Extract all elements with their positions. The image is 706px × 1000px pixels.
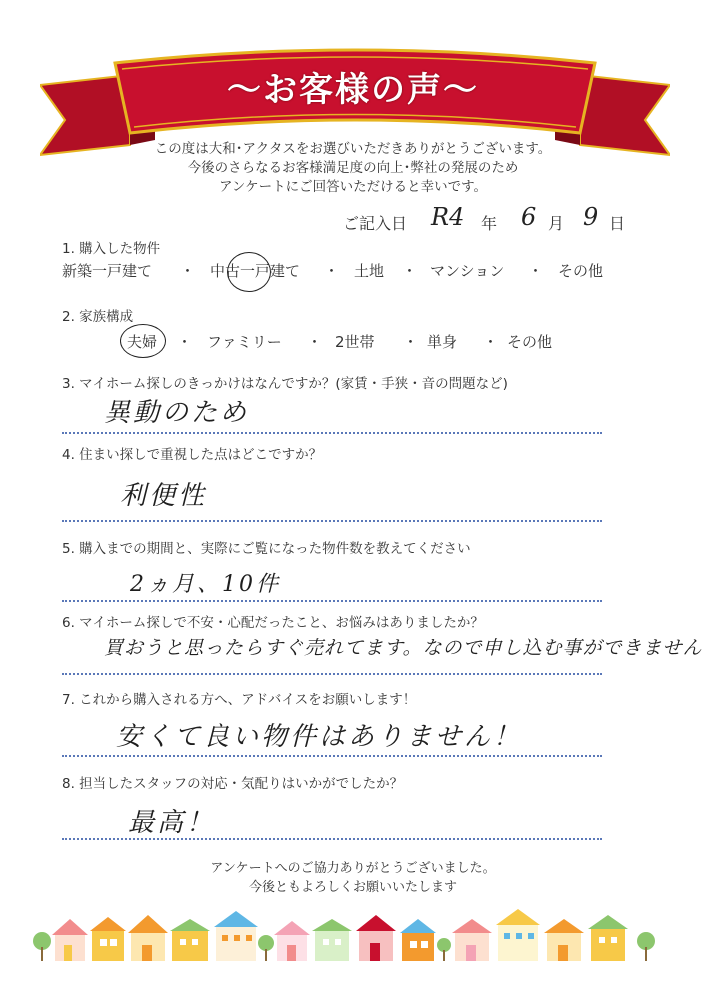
q1-option-used-house: 中古一戸建て (210, 262, 301, 280)
closing-line-1: アンケートへのご協力ありがとうございました。 (210, 861, 496, 876)
building-icon (496, 909, 540, 961)
q1-options (62, 260, 642, 288)
q2-option-other: その他 (507, 333, 553, 351)
q6-title: 6. マイホーム探しで不安・心配だったこと、お悩みはありましたか？ (62, 615, 484, 631)
q7-answer-line (62, 755, 602, 757)
building-icon (214, 911, 258, 961)
date-month-unit: 月 (548, 214, 565, 233)
house-icon (128, 915, 168, 961)
q4-title: 4. 住まい探しで重視した点はどこですか？ (62, 447, 323, 463)
tree-icon (258, 935, 274, 961)
q3-answer-line (62, 432, 602, 434)
house-icon (588, 915, 628, 961)
q1-option-other: その他 (558, 262, 604, 280)
q2-separator: ・ (403, 333, 419, 351)
tree-icon (437, 938, 451, 961)
q2-title: 2. 家族構成 (62, 309, 134, 325)
house-icon (90, 917, 126, 961)
q1-option-mansion: マンション (430, 262, 505, 280)
q2-separator: ・ (307, 333, 323, 351)
q4-answer: 利便性 (120, 481, 208, 511)
q1-title: 1. 購入した物件 (62, 241, 161, 257)
q1-separator: ・ (402, 262, 418, 280)
q1-separator: ・ (180, 262, 196, 280)
house-icon (170, 919, 210, 961)
house-icon (274, 921, 310, 961)
q1-separator: ・ (324, 262, 340, 280)
house-icon (356, 915, 396, 961)
house-icon (52, 919, 88, 961)
q5-answer-line (62, 600, 602, 602)
banner-title: ～お客様の声～ (227, 70, 479, 110)
house-icon (312, 919, 352, 961)
q5-answer: 2ヵ月、10件 (130, 572, 281, 597)
q5-title: 5. 購入までの期間と、実際にご覧になった物件数を教えてください (62, 541, 471, 557)
q2-option-couple: 夫婦 (127, 333, 158, 351)
house-icon (400, 919, 436, 961)
q6-answer: 買おうと思ったらすぐ売れてます。なので申し込む事ができません (104, 637, 703, 659)
q1-option-new-house: 新築一戸建て (62, 262, 153, 280)
q7-title: 7. これから購入される方へ、アドバイスをお願いします！ (62, 692, 417, 708)
q8-answer-line (62, 838, 602, 840)
date-day-unit: 日 (609, 214, 626, 233)
closing-line-2: 今後ともよろしくお願いいたします (248, 880, 457, 895)
q2-option-two-generation: 2世帯 (335, 333, 375, 351)
q1-selected-circle (227, 252, 271, 292)
q4-answer-line (62, 520, 602, 522)
house-icon (452, 919, 492, 961)
q2-selected-circle (120, 324, 166, 358)
tree-icon (637, 932, 655, 961)
tree-icon (33, 932, 51, 961)
q8-title: 8. 担当したスタッフの対応・気配りはいかがでしたか？ (62, 776, 404, 792)
q2-separator: ・ (483, 333, 499, 351)
intro-line-3: アンケートにご回答いただけると幸いです。 (218, 179, 488, 195)
q2-option-single: 単身 (427, 333, 458, 351)
q8-answer: 最高！ (128, 808, 216, 838)
date-year-unit: 年 (481, 214, 498, 233)
date-row (343, 205, 663, 237)
q2-options (127, 331, 627, 359)
q2-separator: ・ (177, 333, 193, 351)
q2-option-family: ファミリー (207, 333, 282, 351)
intro-line-2: 今後のさらなるお客様満足度の向上･弊社の発展のため (187, 160, 519, 176)
house-icon (544, 919, 584, 961)
q1-separator: ・ (528, 262, 544, 280)
q7-answer: 安くて良い物件はありません！ (116, 722, 523, 752)
date-month: 6 (521, 203, 537, 231)
town-illustration (30, 905, 670, 965)
q3-answer: 異動のため (104, 398, 250, 428)
q1-option-land: 土地 (354, 262, 385, 280)
date-day: 9 (583, 203, 599, 231)
intro-line-1: この度は大和･アクタスをお選びいただきありがとうございます。 (154, 141, 552, 157)
q6-answer-line (62, 673, 602, 675)
date-era: R4 (431, 203, 465, 231)
q3-title: 3. マイホーム探しのきっかけはなんですか？(家賃・手狭・音の問題など) (62, 376, 508, 392)
date-label: ご記入日 (343, 214, 408, 233)
